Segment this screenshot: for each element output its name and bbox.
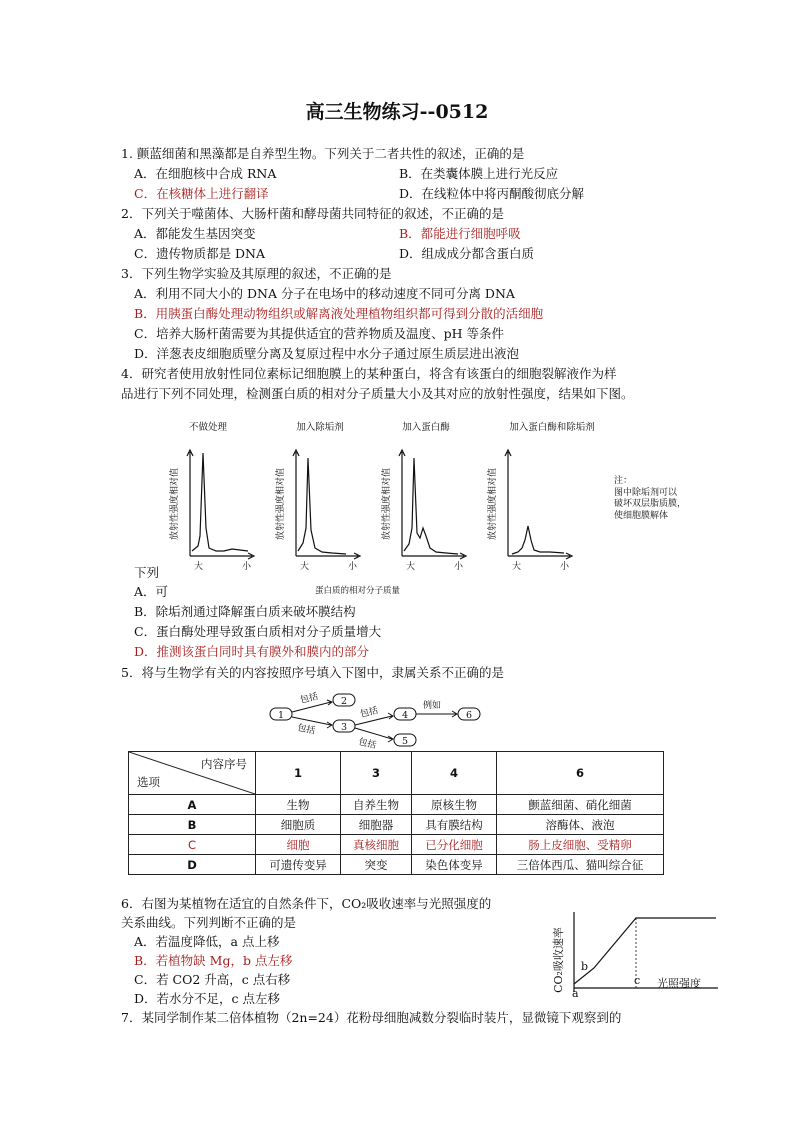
note-line-4: 使细胞膜解体 (614, 510, 669, 521)
shared-xlabel: 蛋白质的相对分子质量 (315, 586, 401, 596)
q5-hierarchy-diagram (265, 690, 495, 756)
panel-2-ylabel: 放射性强度相对值 (276, 467, 286, 541)
panel-3-ylabel: 放射性强度相对值 (382, 467, 392, 541)
panel-2 (293, 450, 360, 559)
page-title: 高三生物练习--0512 (305, 101, 489, 123)
row-label: B (129, 815, 256, 835)
q6-xlabel: 光照强度 (657, 977, 701, 990)
q4-option-d: D．推测该蛋白同时具有膜外和膜内的部分 (134, 644, 370, 659)
q3-option-c: C．培养大肠杆菌需要为其提供适宜的营养物质及温度、pH 等条件 (134, 326, 504, 341)
q6-ylabel: CO₂吸收速率 (552, 927, 565, 993)
table-row (129, 835, 664, 855)
q2-stem: 2．下列关于噬菌体、大肠杆菌和酵母菌共同特征的叙述，不正确的是 (121, 206, 504, 221)
panel-3 (399, 450, 466, 559)
corner-top: 内容序号 (201, 757, 247, 771)
table-row (129, 795, 664, 815)
header-3: 3 (341, 752, 412, 795)
q1-option-d: D．在线粒体中将丙酮酸彻底分解 (399, 186, 585, 201)
table-cell: 溶酶体、液泡 (497, 815, 664, 835)
node-5-label: 5 (401, 736, 409, 747)
panel-4-x-small: 小 (560, 562, 570, 572)
table-cell: 细胞质 (256, 815, 341, 835)
q2-option-d: D．组成成分都含蛋白质 (399, 246, 535, 261)
header-4: 4 (412, 752, 497, 795)
q6-stem-line1: 6．右图为某植物在适宜的自然条件下，CO₂吸收速率与光照强度的 (121, 896, 492, 911)
edge-label-1-2: 包括 (299, 691, 320, 706)
q3-option-b: B．用胰蛋白酶处理动物组织或解离液处理植物组织都可得到分散的活细胞 (134, 306, 544, 321)
panel-title-3: 加入蛋白酶 (402, 422, 450, 433)
q4-note (614, 476, 686, 522)
q1-option-b: B．在类囊体膜上进行光反应 (399, 166, 559, 181)
table-row (129, 855, 664, 875)
panel-4-x-big: 大 (512, 562, 522, 572)
table-cell: 突变 (341, 855, 412, 875)
panel-3-x-big: 大 (406, 562, 416, 572)
node-4-label: 4 (401, 710, 409, 721)
edge-label-3-5: 包括 (357, 737, 378, 752)
panel-1 (187, 450, 254, 559)
q6-point-b: b (581, 960, 589, 973)
table-row (129, 815, 664, 835)
note-line-3: 破坏双层脂质膜， (614, 499, 687, 509)
table-cell: 已分化细胞 (412, 835, 497, 855)
table-cell: 颤蓝细菌、硝化细菌 (497, 795, 664, 815)
table-cell: 生物 (256, 795, 341, 815)
node-2-label: 2 (340, 696, 348, 707)
panel-title-2: 加入除垢剂 (296, 422, 344, 433)
q3-option-a: A．利用不同大小的 DNA 分子在电场中的移动速度不同可分离 DNA (134, 286, 515, 301)
q6-figure (550, 906, 720, 1006)
table-cell: 原核生物 (412, 795, 497, 815)
panel-4 (505, 450, 572, 559)
panel-2-x-big: 大 (300, 562, 310, 572)
header-6: 6 (497, 752, 664, 795)
table-cell: 可遗传变异 (256, 855, 341, 875)
q4-panels-svg (160, 418, 620, 598)
q4-option-c: C．蛋白酶处理导致蛋白质相对分子质量增大 (134, 624, 382, 639)
row-label: C (129, 835, 256, 855)
q6-stem-line2: 关系曲线。下列判断不正确的是 (121, 915, 297, 930)
panel-1-x-big: 大 (194, 562, 204, 572)
node-1-label: 1 (277, 710, 285, 721)
q2-option-c: C．遗传物质都是 DNA (134, 246, 266, 261)
panel-3-x-small: 小 (454, 562, 464, 572)
table-cell: 细胞器 (341, 815, 412, 835)
note-line-1: 注： (614, 476, 633, 486)
note-line-2: 图中除垢剂可以 (614, 487, 678, 498)
corner-bottom: 选项 (137, 775, 160, 789)
q4-stem-line1: 4．研究者使用放射性同位素标记细胞膜上的某种蛋白，将含有该蛋白的细胞裂解液作为样 (121, 366, 617, 381)
q5-stem: 5．将与生物学有关的内容按照序号填入下图中，隶属关系不正确的是 (121, 665, 504, 680)
q1-option-a: A．在细胞核中合成 RNA (134, 166, 277, 181)
q3-stem: 3．下列生物学实验及其原理的叙述，不正确的是 (121, 266, 392, 281)
table-cell: 细胞 (256, 835, 341, 855)
edge-label-3-4: 包括 (359, 705, 380, 720)
q4-lead: 下列 (134, 565, 160, 580)
q5-table (128, 751, 664, 875)
table-cell: 真核细胞 (341, 835, 412, 855)
table-cell: 具有膜结构 (412, 815, 497, 835)
q2-option-b: B．都能进行细胞呼吸 (399, 226, 521, 241)
q6-option-b: B．若植物缺 Mg，b 点左移 (134, 953, 293, 968)
panel-1-x-small: 小 (242, 562, 252, 572)
edge-label-1-3: 包括 (296, 723, 317, 737)
q4-option-b: B．除垢剂通过降解蛋白质来破坏膜结构 (134, 604, 356, 619)
header-1: 1 (256, 752, 341, 795)
q6-option-c: C．若 CO2 升高，c 点右移 (134, 972, 291, 987)
panel-1-ylabel: 放射性强度相对值 (170, 467, 180, 541)
q4-stem-line2: 品进行下列不同处理，检测蛋白质的相对分子质量大小及其对应的放射性强度，结果如下图。 (121, 386, 634, 401)
q6-point-a: a (572, 987, 579, 1000)
panel-4-ylabel: 放射性强度相对值 (488, 467, 498, 541)
panel-2-x-small: 小 (348, 562, 358, 572)
edge-label-4-6: 例如 (423, 701, 442, 711)
q6-option-d: D．若水分不足，c 点左移 (134, 991, 280, 1006)
row-label: D (129, 855, 256, 875)
q3-option-d: D．洋葱表皮细胞质壁分离及复原过程中水分子通过原生质层进出液泡 (134, 346, 520, 361)
q4-figure (160, 418, 620, 602)
node-6-label: 6 (465, 710, 473, 721)
table-cell: 三倍体西瓜、猫叫综合征 (497, 855, 664, 875)
q4-option-a: A．可 (134, 584, 169, 599)
q6-point-c: c (634, 974, 641, 987)
node-3-label: 3 (340, 722, 348, 733)
row-label: A (129, 795, 256, 815)
q6-option-a: A．若温度降低，a 点上移 (134, 934, 280, 949)
q2-option-a: A．都能发生基因突变 (134, 226, 256, 241)
table-cell: 自养生物 (341, 795, 412, 815)
q6-curve (574, 918, 716, 984)
table-corner (129, 752, 256, 795)
table-cell: 染色体变异 (412, 855, 497, 875)
table-cell: 肠上皮细胞、受精卵 (497, 835, 664, 855)
panel-title-1: 不做处理 (188, 422, 228, 433)
panel-title-4: 加入蛋白酶和除垢剂 (509, 422, 595, 433)
q1-stem: 1. 颤蓝细菌和黑藻都是自养型生物。下列关于二者共性的叙述，正确的是 (121, 146, 525, 161)
q1-option-c: C．在核糖体上进行翻译 (134, 186, 269, 201)
q7-stem: 7．某同学制作某二倍体植物（2n=24）花粉母细胞减数分裂临时装片，显微镜下观察到的 (121, 1010, 622, 1025)
